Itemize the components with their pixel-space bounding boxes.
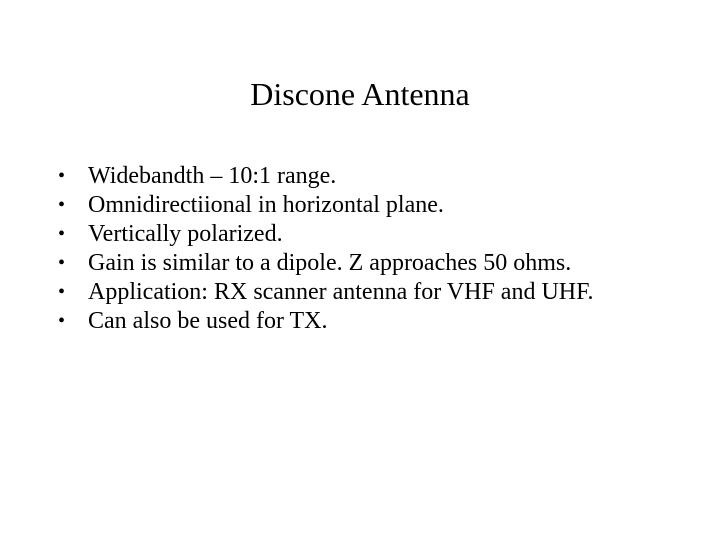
bullet-dot-icon: • (58, 281, 66, 303)
bullet-text: Widebandth – 10:1 range. (88, 163, 337, 189)
bullet-item-6 (58, 307, 678, 336)
bullet-dot-icon: • (58, 310, 66, 332)
bullet-text: Omnidirectiional in horizontal plane. (88, 192, 444, 218)
bullet-dot-icon: • (58, 165, 66, 187)
bullet-dot-icon: • (58, 223, 66, 245)
bullet-item-3 (58, 220, 678, 249)
bullet-text: Can also be used for TX. (88, 308, 328, 334)
bullet-item-1 (58, 162, 678, 191)
bullet-list (58, 162, 678, 336)
bullet-dot-icon: • (58, 194, 66, 216)
bullet-item-2 (58, 191, 678, 220)
bullet-text: Vertically polarized. (88, 221, 283, 247)
bullet-dot-icon: • (58, 252, 66, 274)
slide-title: Discone Antenna (250, 76, 470, 112)
bullet-item-4 (58, 249, 678, 278)
bullet-item-5 (58, 278, 628, 307)
bullet-text: Gain is similar to a dipole. Z approaches 50 ohms. (88, 250, 572, 276)
bullet-text: Application: RX scanner antenna for VHF and UHF. (88, 279, 594, 305)
